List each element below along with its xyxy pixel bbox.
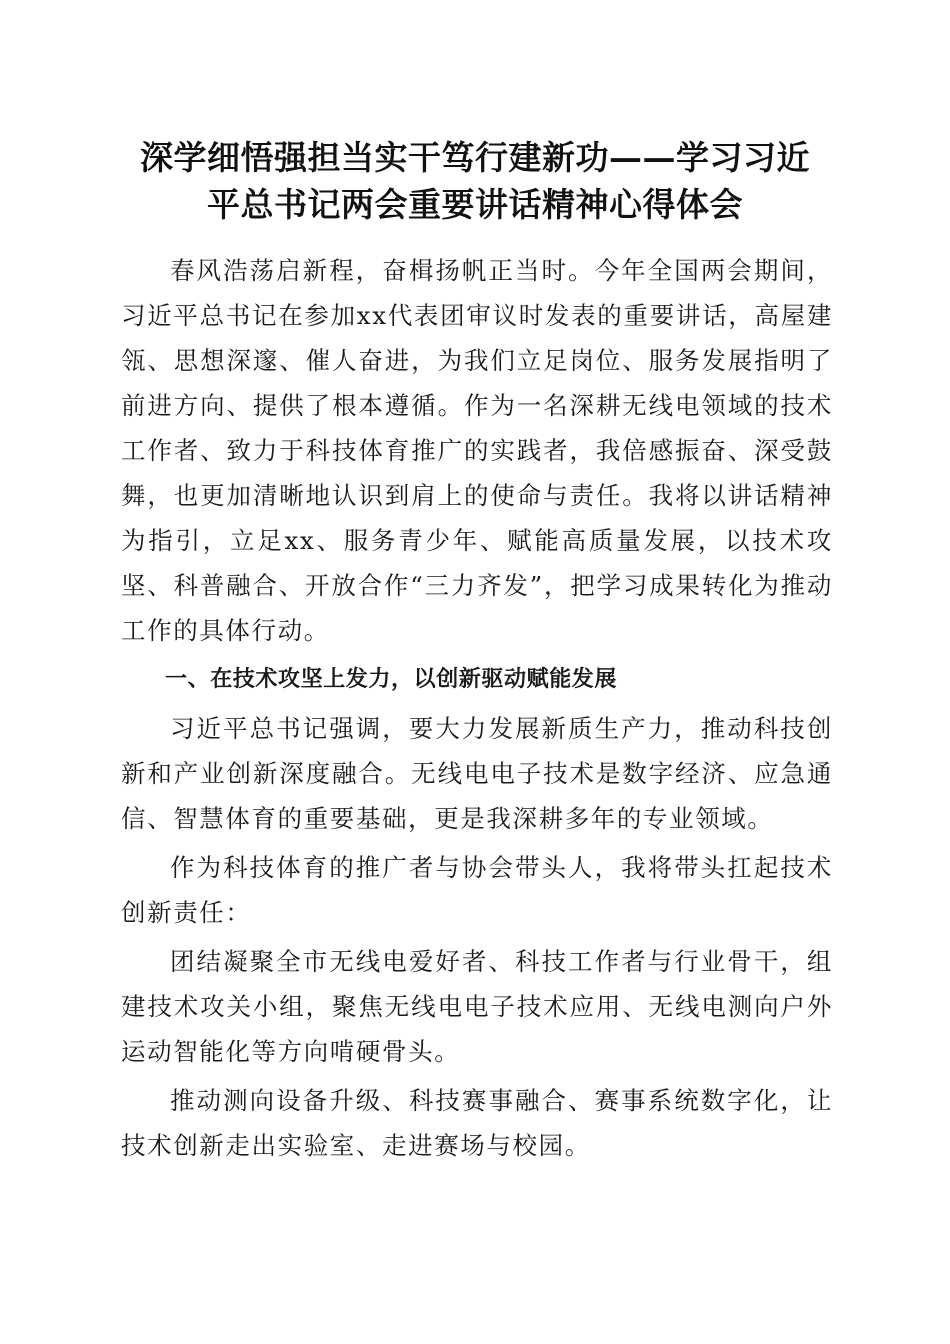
section-1-heading: 一、在技术攻坚上发力，以创新驱动赋能发展 [165,667,618,692]
section-1-paragraph-1: 习近平总书记强调，要大力发展新质生产力，推动科技创新和产业创新深度融合。无线电电子技术是数字经济、应急通信、智慧体育的重要基础，更是我深耕多年的专业领域。 [121,714,833,833]
intro-paragraph: 春风浩荡启新程，奋楫扬帆正当时。今年全国两会期间，习近平总书记在参加xx代表团审议时发表的重要讲话，高屋建瓴、思想深邃、催人奋进，为我们立足岗位、服务发展指明了前进方向、提供了根本遵循。作为一名深耕无线电领域的技术工作者、致力于科技体育推广的实践者，我倍感振奋、深受鼓舞，也更加清晰地认识到肩上的使命与责任。我将以讲话精神为指引，立足xx、服务青少年、赋能高质量发展，以技术攻坚、科普融合、开放合作“三力齐发”，把学习成果转化为推动工作的具体行动。 [121,256,833,645]
title-line-2: 平总书记两会重要讲话精神心得体会 [207,185,743,224]
section-1-paragraph-3: 团结凝聚全市无线电爱好者、科技工作者与行业骨干，组建技术攻关小组，聚焦无线电电子技术应用、无线电测向户外运动智能化等方向啃硬骨头。 [121,947,833,1066]
document-title [80,134,870,228]
section-1-paragraph-4: 推动测向设备升级、科技赛事融合、赛事系统数字化，让技术创新走出实验室、走进赛场与校园。 [121,1086,833,1160]
document-body [121,248,833,1172]
title-line-1: 深学细悟强担当实干笃行建新功——学习习近 [140,138,810,177]
section-1-paragraph-2: 作为科技体育的推广者与协会带头人，我将带头扛起技术创新责任： [121,853,833,927]
